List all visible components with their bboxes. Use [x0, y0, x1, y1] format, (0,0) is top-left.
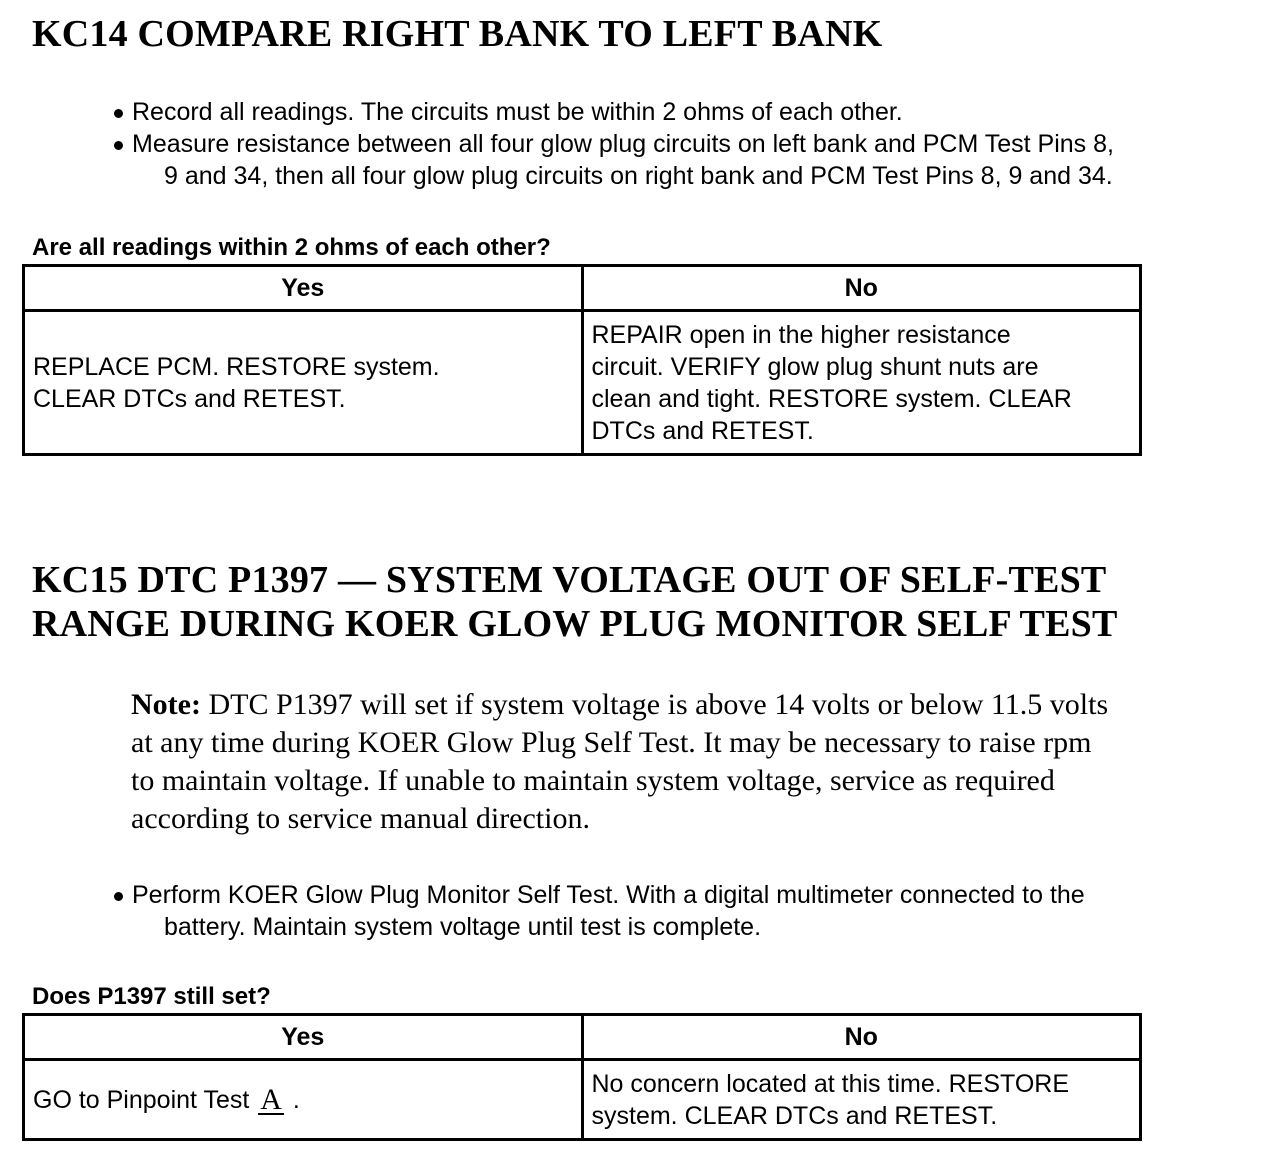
no-column-header: No — [582, 1015, 1141, 1060]
pinpoint-test-a-link[interactable]: A — [260, 1082, 282, 1116]
note-line — [131, 686, 1241, 724]
cell-line: No concern located at this time. RESTORE — [591, 1069, 1070, 1098]
yes-cell-text: GO to Pinpoint Test — [33, 1085, 250, 1114]
table-row — [24, 311, 1141, 455]
list-item — [112, 879, 1242, 943]
no-column-header: No — [582, 266, 1141, 311]
list-item — [112, 96, 1242, 128]
kc15-heading-line1: KC15 DTC P1397 — SYSTEM VOLTAGE OUT OF SELF-TEST — [32, 559, 1107, 601]
yes-cell — [24, 1060, 583, 1140]
list-item — [112, 128, 1242, 192]
kc14-question: Are all readings within 2 ohms of each other? — [32, 234, 551, 261]
yes-cell — [24, 311, 583, 455]
bullet-text-continued: battery. Maintain system voltage until test is complete. — [164, 913, 762, 941]
bullet-text: Record all readings. The circuits must be within 2 ohms of each other. — [132, 98, 903, 126]
note-line: at any time during KOER Glow Plug Self Test. It may be necessary to raise rpm — [131, 726, 1092, 759]
note-line: according to service manual direction. — [131, 802, 590, 835]
cell-line: clean and tight. RESTORE system. CLEAR — [591, 384, 1072, 413]
bullet-text: Measure resistance between all four glow plug circuits on left bank and PCM Test Pins 8, — [132, 130, 1114, 158]
table-row — [24, 1060, 1141, 1140]
kc15-question: Does P1397 still set? — [32, 983, 271, 1010]
bullet-text: Perform KOER Glow Plug Monitor Self Test. With a digital multimeter connected to the — [132, 881, 1085, 909]
note-line: to maintain voltage. If unable to maintain system voltage, service as required — [131, 764, 1055, 797]
yes-column-header: Yes — [24, 266, 583, 311]
kc14-heading: KC14 COMPARE RIGHT BANK TO LEFT BANK — [32, 13, 883, 55]
kc14-answer-table — [22, 264, 1142, 456]
yes-column-header: Yes — [24, 1015, 583, 1060]
bullet-dot-icon — [114, 892, 123, 901]
bullet-dot-icon — [114, 141, 123, 150]
no-cell — [582, 1060, 1141, 1140]
yes-cell-suffix: . — [292, 1085, 300, 1114]
kc14-bullet-list — [112, 96, 1242, 192]
cell-line: REPAIR open in the higher resistance — [591, 320, 1011, 349]
cell-line: DTCs and RETEST. — [591, 416, 814, 445]
table-header-row — [24, 1015, 1141, 1060]
note-text: DTC P1397 will set if system voltage is above 14 volts or below 11.5 volts — [200, 688, 1109, 721]
kc15-bullet-list — [112, 879, 1242, 943]
no-cell — [582, 311, 1141, 455]
kc15-heading-line2: RANGE DURING KOER GLOW PLUG MONITOR SELF TEST — [32, 603, 1118, 645]
note-label: Note: — [131, 688, 201, 721]
bullet-dot-icon — [114, 109, 123, 118]
kc15-heading — [32, 558, 1118, 646]
cell-line: system. CLEAR DTCs and RETEST. — [591, 1101, 998, 1130]
kc15-answer-table — [22, 1013, 1142, 1141]
table-header-row — [24, 266, 1141, 311]
cell-line: circuit. VERIFY glow plug shunt nuts are — [591, 352, 1039, 381]
bullet-text-continued: 9 and 34, then all four glow plug circuits on right bank and PCM Test Pins 8, 9 and 34. — [164, 162, 1113, 190]
cell-line: REPLACE PCM. RESTORE system. — [33, 352, 440, 381]
cell-line: CLEAR DTCs and RETEST. — [33, 384, 346, 413]
kc15-note — [131, 686, 1241, 838]
